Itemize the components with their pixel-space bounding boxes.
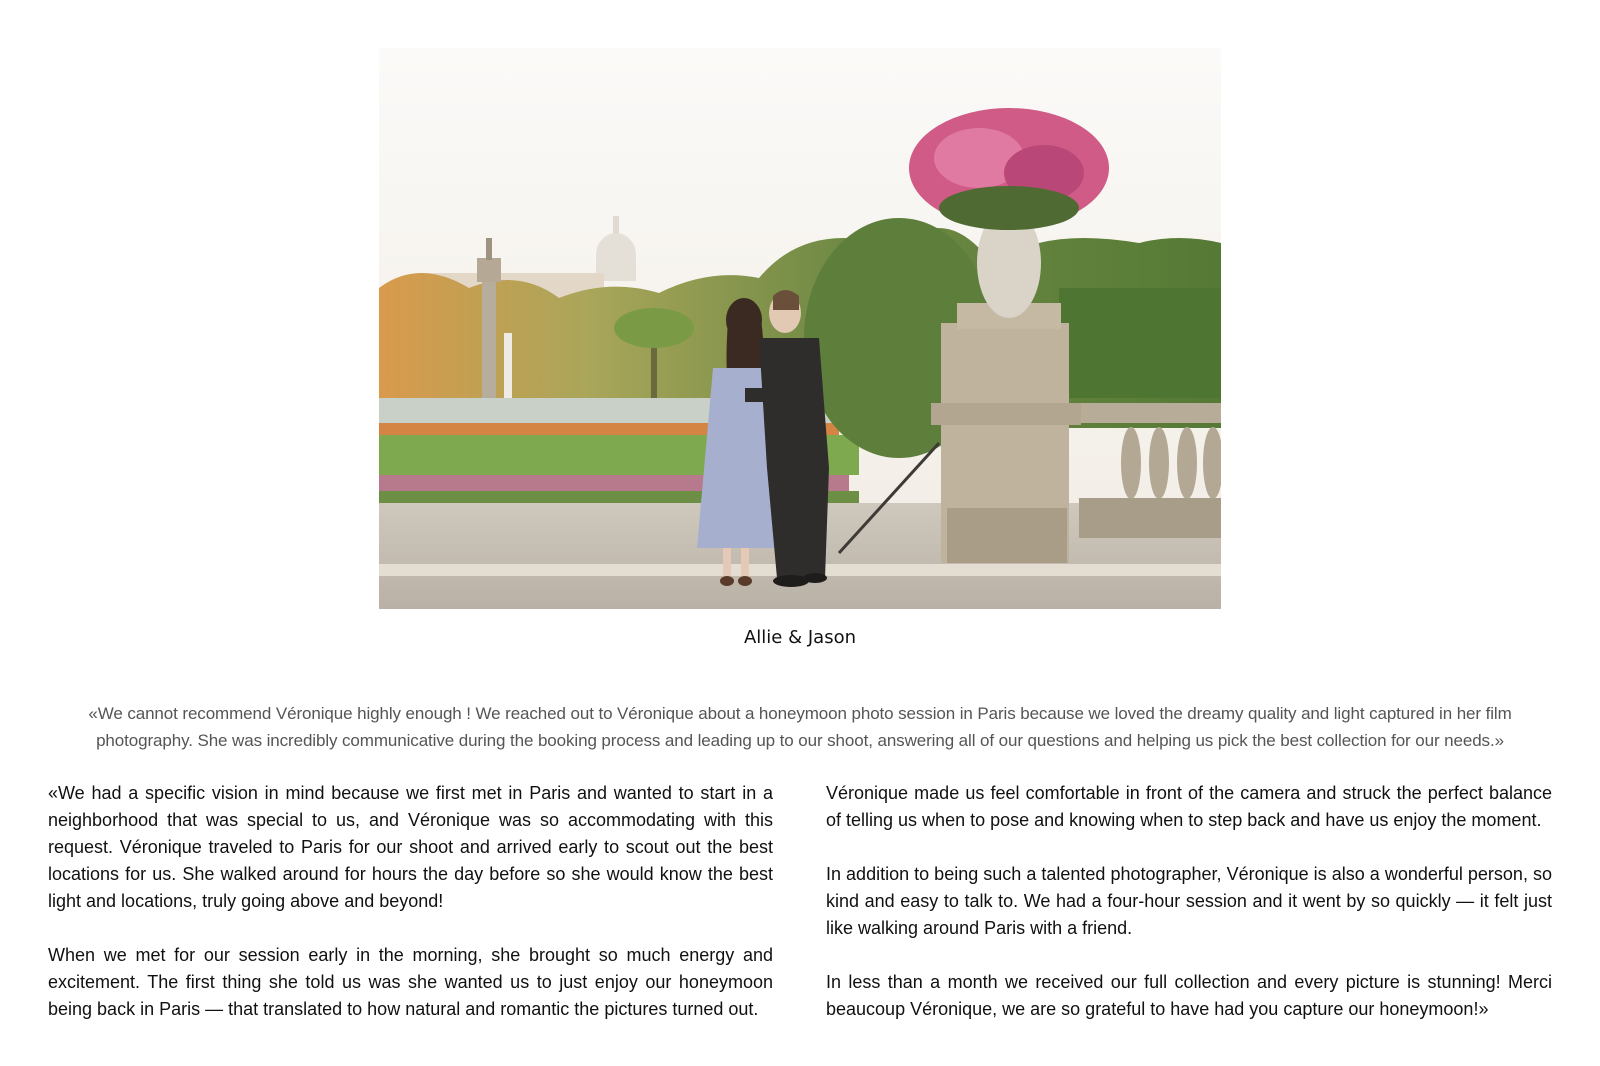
testimonial-paragraph: In less than a month we received our full collection and every picture is stunning! Merci beaucoup Véronique, we are so grateful to have had you capture our honeymoon!» [826, 972, 1552, 1019]
testimonial-paragraph: When we met for our session early in the morning, she brought so much energy and excitement. The first thing she told us was she wanted us to just enjoy our honeymoon being back in Paris — that translated to how natural and romantic the pictures turned out. [48, 945, 773, 1019]
testimonial-left-column [48, 780, 773, 1050]
testimonial-paragraph: «We had a specific vision in mind because we first met in Paris and wanted to start in a neighborhood that was special to us, and Véronique was so accommodating with this request. Véronique traveled to Paris for our shoot and arrived early to scout out the best locations for us. She walked around for hours the day before so she would know the best light and locations, truly going above and beyond! [48, 783, 773, 911]
testimonial-paragraph: Véronique made us feel comfortable in front of the camera and struck the perfect balance of telling us when to pose and knowing when to step back and have us enjoy the moment. [826, 783, 1552, 830]
testimonial-right-column [826, 780, 1552, 1050]
testimonial-paragraph: In addition to being such a talented photographer, Véronique is also a wonderful person, so kind and easy to talk to. We had a four-hour session and it went by so quickly — it felt just like walking around Paris with a friend. [826, 864, 1552, 938]
intro-quote: «We cannot recommend Véronique highly enough ! We reached out to Véronique about a honeymoon photo session in Paris because we loved the dreamy quality and light captured in her film photography. She was incredibly communicative during the booking process and leading up to our shoot, answering all of our questions and helping us pick the best collection for our needs.» [88, 704, 1512, 750]
couple-garden-photo-icon [379, 48, 1221, 609]
photo-caption: Allie & Jason [743, 627, 856, 648]
couple-photo [379, 48, 1221, 609]
